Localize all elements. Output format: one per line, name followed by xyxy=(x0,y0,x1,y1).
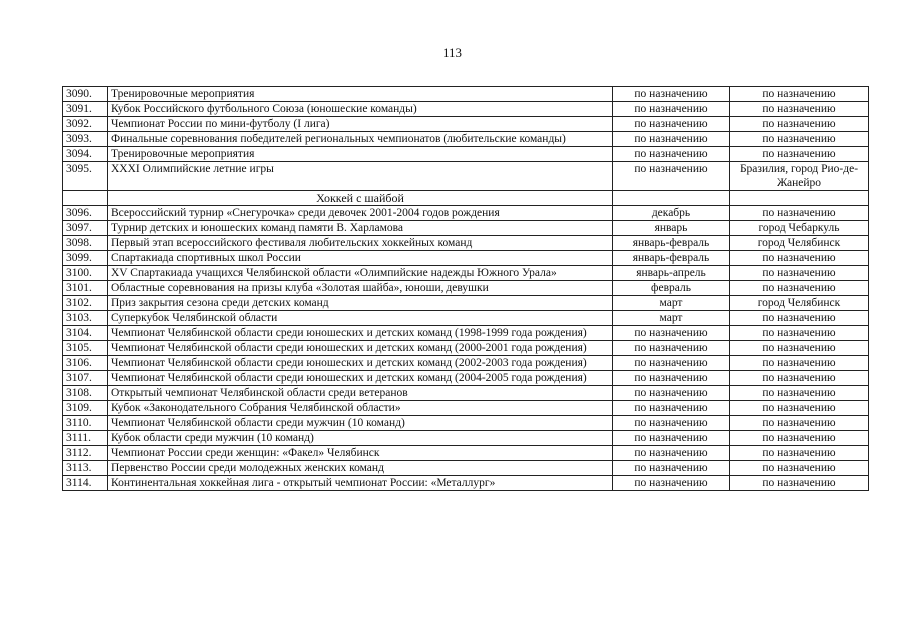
event-place-cell: по назначению xyxy=(730,356,869,371)
table-row xyxy=(63,371,869,386)
event-date-cell: по назначению xyxy=(613,446,730,461)
event-name-cell: Кубок «Законодательного Собрания Челябинской области» xyxy=(108,401,613,416)
event-name-cell: Тренировочные мероприятия xyxy=(108,87,613,102)
row-number-cell: 3111. xyxy=(63,431,108,446)
row-number-cell: 3095. xyxy=(63,162,108,191)
event-name-cell: Чемпионат России среди женщин: «Факел» Челябинск xyxy=(108,446,613,461)
table-row xyxy=(63,87,869,102)
event-name-cell: Чемпионат России по мини-футболу (I лига) xyxy=(108,117,613,132)
event-name-cell: Первый этап всероссийского фестиваля любительских хоккейных команд xyxy=(108,236,613,251)
event-name-cell: Чемпионат Челябинской области среди юношеских и детских команд (2000-2001 года рождения) xyxy=(108,341,613,356)
row-number-cell xyxy=(63,191,108,206)
event-place-cell: по назначению xyxy=(730,401,869,416)
event-date-cell: декабрь xyxy=(613,206,730,221)
table-row xyxy=(63,416,869,431)
event-date-cell: по назначению xyxy=(613,476,730,491)
row-number-cell: 3096. xyxy=(63,206,108,221)
event-place-cell: по назначению xyxy=(730,87,869,102)
event-name-cell: Чемпионат Челябинской области среди юношеских и детских команд (2004-2005 года рождения) xyxy=(108,371,613,386)
table-row xyxy=(63,206,869,221)
table-row xyxy=(63,251,869,266)
event-place-cell: по назначению xyxy=(730,326,869,341)
event-date-cell: по назначению xyxy=(613,461,730,476)
table-row xyxy=(63,162,869,191)
row-number-cell: 3105. xyxy=(63,341,108,356)
event-place-cell: по назначению xyxy=(730,446,869,461)
table-row xyxy=(63,341,869,356)
row-number-cell: 3090. xyxy=(63,87,108,102)
event-place-cell: по назначению xyxy=(730,476,869,491)
event-name-cell: Хоккей с шайбой xyxy=(108,191,613,206)
event-name-cell: Тренировочные мероприятия xyxy=(108,147,613,162)
event-place-cell: по назначению xyxy=(730,132,869,147)
event-date-cell: февраль xyxy=(613,281,730,296)
table-row xyxy=(63,236,869,251)
row-number-cell: 3094. xyxy=(63,147,108,162)
event-date-cell: по назначению xyxy=(613,87,730,102)
row-number-cell: 3108. xyxy=(63,386,108,401)
event-date-cell xyxy=(613,191,730,206)
table-row xyxy=(63,117,869,132)
event-name-cell: Приз закрытия сезона среди детских команд xyxy=(108,296,613,311)
section-header-row xyxy=(63,191,869,206)
row-number-cell: 3102. xyxy=(63,296,108,311)
event-name-cell: Первенство России среди молодежных женских команд xyxy=(108,461,613,476)
event-date-cell: по назначению xyxy=(613,431,730,446)
event-date-cell: январь-февраль xyxy=(613,236,730,251)
table-row xyxy=(63,386,869,401)
event-place-cell: город Чебаркуль xyxy=(730,221,869,236)
event-place-cell: по назначению xyxy=(730,341,869,356)
event-date-cell: по назначению xyxy=(613,371,730,386)
event-name-cell: Спартакиада спортивных школ России xyxy=(108,251,613,266)
row-number-cell: 3103. xyxy=(63,311,108,326)
event-date-cell: март xyxy=(613,296,730,311)
table-row xyxy=(63,296,869,311)
row-number-cell: 3112. xyxy=(63,446,108,461)
table-row xyxy=(63,266,869,281)
event-date-cell: январь-февраль xyxy=(613,251,730,266)
event-place-cell: по назначению xyxy=(730,102,869,117)
table-row xyxy=(63,401,869,416)
event-name-cell: Турнир детских и юношеских команд памяти В. Харламова xyxy=(108,221,613,236)
event-name-cell: Открытый чемпионат Челябинской области среди ветеранов xyxy=(108,386,613,401)
event-place-cell: по назначению xyxy=(730,251,869,266)
row-number-cell: 3114. xyxy=(63,476,108,491)
row-number-cell: 3110. xyxy=(63,416,108,431)
row-number-cell: 3097. xyxy=(63,221,108,236)
row-number-cell: 3101. xyxy=(63,281,108,296)
event-date-cell: по назначению xyxy=(613,341,730,356)
event-date-cell: по назначению xyxy=(613,102,730,117)
event-place-cell: по назначению xyxy=(730,431,869,446)
events-table xyxy=(62,86,869,491)
table-row xyxy=(63,476,869,491)
table-row xyxy=(63,221,869,236)
event-place-cell: по назначению xyxy=(730,311,869,326)
event-name-cell: Финальные соревнования победителей региональных чемпионатов (любительские команды) xyxy=(108,132,613,147)
page-number: 113 xyxy=(442,45,463,60)
event-place-cell: по назначению xyxy=(730,266,869,281)
event-date-cell: по назначению xyxy=(613,117,730,132)
event-date-cell: по назначению xyxy=(613,147,730,162)
event-name-cell: XXXI Олимпийские летние игры xyxy=(108,162,613,191)
event-name-cell: Чемпионат Челябинской области среди юношеских и детских команд (2002-2003 года рождения) xyxy=(108,356,613,371)
event-place-cell: по назначению xyxy=(730,206,869,221)
row-number-cell: 3104. xyxy=(63,326,108,341)
event-date-cell: по назначению xyxy=(613,401,730,416)
event-place-cell: по назначению xyxy=(730,416,869,431)
event-name-cell: Суперкубок Челябинской области xyxy=(108,311,613,326)
row-number-cell: 3098. xyxy=(63,236,108,251)
table-row xyxy=(63,132,869,147)
event-date-cell: по назначению xyxy=(613,386,730,401)
row-number-cell: 3106. xyxy=(63,356,108,371)
row-number-cell: 3113. xyxy=(63,461,108,476)
event-place-cell xyxy=(730,191,869,206)
row-number-cell: 3091. xyxy=(63,102,108,117)
row-number-cell: 3099. xyxy=(63,251,108,266)
event-date-cell: январь-апрель xyxy=(613,266,730,281)
event-place-cell: город Челябинск xyxy=(730,236,869,251)
table-row xyxy=(63,356,869,371)
table-row xyxy=(63,326,869,341)
event-name-cell: Чемпионат Челябинской области среди юношеских и детских команд (1998-1999 года рождения) xyxy=(108,326,613,341)
event-place-cell: по назначению xyxy=(730,371,869,386)
event-date-cell: по назначению xyxy=(613,326,730,341)
row-number-cell: 3092. xyxy=(63,117,108,132)
table-row xyxy=(63,147,869,162)
table-row xyxy=(63,461,869,476)
row-number-cell: 3100. xyxy=(63,266,108,281)
event-name-cell: XV Спартакиада учащихся Челябинской области «Олимпийские надежды Южного Урала» xyxy=(108,266,613,281)
table-body xyxy=(63,87,869,491)
event-name-cell: Областные соревнования на призы клуба «Золотая шайба», юноши, девушки xyxy=(108,281,613,296)
event-name-cell: Континентальная хоккейная лига - открытый чемпионат России: «Металлург» xyxy=(108,476,613,491)
row-number-cell: 3109. xyxy=(63,401,108,416)
event-date-cell: по назначению xyxy=(613,356,730,371)
table-row xyxy=(63,102,869,117)
event-place-cell: по назначению xyxy=(730,281,869,296)
table-row xyxy=(63,446,869,461)
event-date-cell: январь xyxy=(613,221,730,236)
row-number-cell: 3107. xyxy=(63,371,108,386)
event-date-cell: по назначению xyxy=(613,132,730,147)
event-place-cell: по назначению xyxy=(730,117,869,132)
table-row xyxy=(63,431,869,446)
event-place-cell: город Челябинск xyxy=(730,296,869,311)
event-date-cell: март xyxy=(613,311,730,326)
event-name-cell: Чемпионат Челябинской области среди мужчин (10 команд) xyxy=(108,416,613,431)
event-date-cell: по назначению xyxy=(613,416,730,431)
event-place-cell: по назначению xyxy=(730,147,869,162)
table-row xyxy=(63,311,869,326)
event-place-cell: по назначению xyxy=(730,461,869,476)
event-name-cell: Всероссийский турнир «Снегурочка» среди девочек 2001-2004 годов рождения xyxy=(108,206,613,221)
event-name-cell: Кубок Российского футбольного Союза (юношеские команды) xyxy=(108,102,613,117)
row-number-cell: 3093. xyxy=(63,132,108,147)
event-name-cell: Кубок области среди мужчин (10 команд) xyxy=(108,431,613,446)
event-date-cell: по назначению xyxy=(613,162,730,191)
event-place-cell: Бразилия, город Рио-де-Жанейро xyxy=(730,162,869,191)
event-place-cell: по назначению xyxy=(730,386,869,401)
table-row xyxy=(63,281,869,296)
